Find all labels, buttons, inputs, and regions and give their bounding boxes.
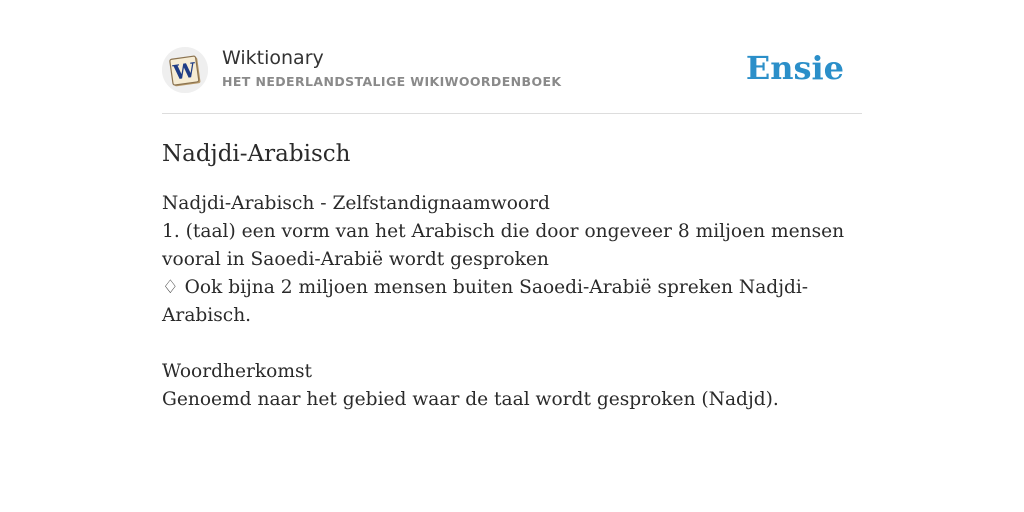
page — [162, 44, 862, 414]
logo-letter: W — [171, 57, 198, 85]
wiktionary-tile-icon — [162, 47, 208, 93]
entry-content — [162, 190, 862, 414]
etymology-heading: Woordherkomst — [162, 361, 313, 382]
wiktionary-logo[interactable] — [162, 47, 208, 93]
site-title[interactable]: Wiktionary — [222, 47, 324, 69]
entry-title: Nadjdi-Arabisch — [162, 141, 351, 167]
example-sentence: ♢ Ook bijna 2 miljoen mensen buiten Saoedi-Arabië spreken Nadjdi-Arabisch. — [162, 277, 809, 326]
etymology-text: Genoemd naar het gebied waar de taal wordt gesproken (Nadjd). — [162, 389, 779, 410]
ensie-logo[interactable]: Ensie — [745, 49, 844, 87]
header — [162, 44, 862, 114]
site-subtitle: HET NEDERLANDSTALIGE WIKIWOORDENBOEK — [222, 74, 562, 89]
spacer — [162, 330, 862, 358]
part-of-speech-line: Nadjdi-Arabisch - Zelfstandignaamwoord — [162, 193, 550, 214]
definition: 1. (taal) een vorm van het Arabisch die door ongeveer 8 miljoen mensen vooral in Saoedi-Arabië wordt gesproken — [162, 221, 845, 270]
